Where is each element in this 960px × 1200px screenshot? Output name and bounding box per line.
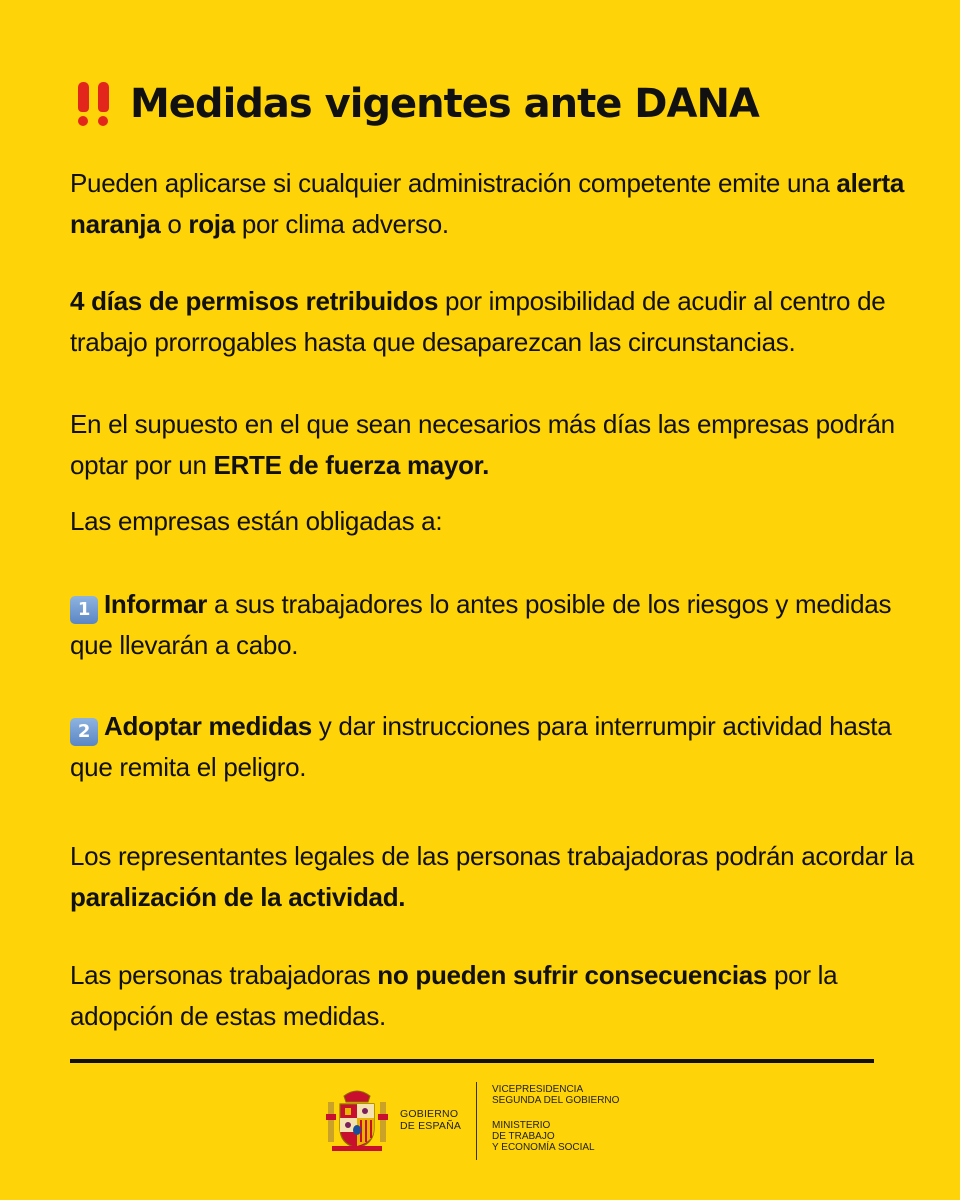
ministerio-label: MINISTERIO DE TRABAJO Y ECONOMÍA SOCIAL [492,1120,595,1153]
paragraph-obligaciones: Las empresas están obligadas a: [70,506,443,536]
footer-separator [476,1082,477,1160]
paragraph-permisos: 4 días de permisos retribuidos por imposibilidad de acudir al centro de trabajo prorrogables hasta que desaparezcan las circunstancias. [70,286,886,357]
keycap-one-icon: 1 [70,596,98,624]
gobierno-espana-label: GOBIERNO DE ESPAÑA [400,1108,462,1132]
list-item-adoptar: 2 Adoptar medidas y dar instrucciones para interrumpir actividad hasta que remita el peligro. [70,711,892,782]
coat-of-arms-icon [326,1084,388,1154]
vicepresidencia-label: VICEPRESIDENCIA SEGUNDA DEL GOBIERNO [492,1084,620,1106]
paragraph-consecuencias: Las personas trabajadoras no pueden sufrir consecuencias por la adopción de estas medidas. [70,960,838,1031]
paragraph-erte: En el supuesto en el que sean necesarios más días las empresas podrán optar por un ERTE de fuerza mayor. [70,409,895,480]
list-item-informar: 1 Informar a sus trabajadores lo antes posible de los riesgos y medidas que llevarán a cabo. [70,589,892,660]
page-title [72,76,759,132]
divider [70,1059,874,1063]
paragraph-representantes: Los representantes legales de las personas trabajadoras podrán acordar la paralización de la actividad. [70,841,914,912]
keycap-two-icon: 2 [70,718,98,746]
paragraph-alert: Pueden aplicarse si cualquier administración competente emite una alerta naranja o roja por clima adverso. [70,168,905,239]
double-exclamation-icon [72,82,126,126]
title-text: Medidas vigentes ante DANA [130,81,759,127]
footer-logo [318,1076,634,1166]
